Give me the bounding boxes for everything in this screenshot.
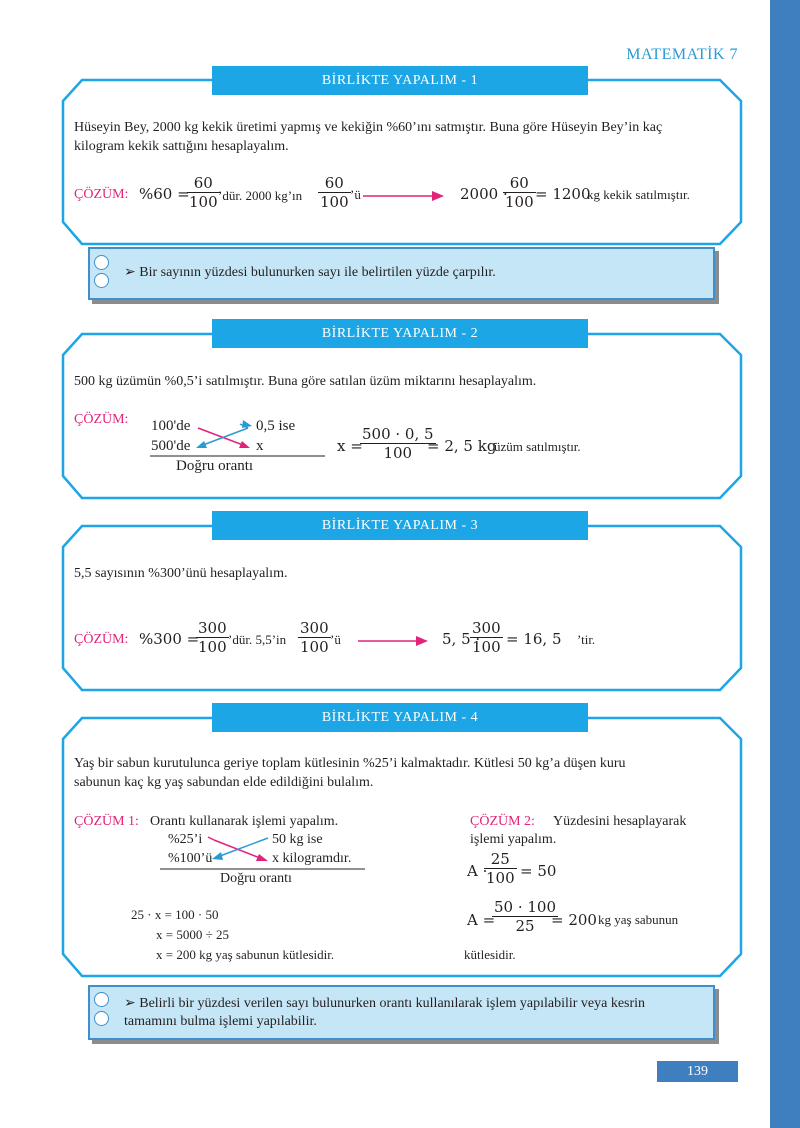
section-1-problem: Hüseyin Bey, 2000 kg kekik üretimi yapmış ve kekiğin %60’ını satmıştır. Buna göre Hüseyin Bey’in kaç bbox=[74, 120, 663, 135]
frac-numerator: 25 bbox=[484, 850, 517, 869]
section-4-sol2-label: ÇÖZÜM 2: bbox=[470, 814, 535, 829]
section-2-solution-label: ÇÖZÜM: bbox=[74, 412, 129, 427]
section-3-solution-label: ÇÖZÜM: bbox=[74, 632, 129, 647]
note-2-text-line1: ➢ Belirli bir yüzdesi verilen sayı bulunurken orantı kullanılarak işlem yapılabilir veya kesrin bbox=[124, 996, 646, 1011]
section-1-expr1: %60 = bbox=[139, 185, 190, 203]
section-3-frac2 bbox=[298, 619, 331, 656]
header-title: MATEMATİK 7 bbox=[626, 46, 738, 63]
proportion-cell: x bbox=[256, 438, 264, 454]
section-1-suffix1: ’dür. 2000 kg’ın bbox=[218, 188, 303, 203]
proportion-cell: 50 kg ise bbox=[272, 832, 323, 847]
proportion-cell: 0,5 ise bbox=[256, 418, 296, 434]
note-bullet-circle bbox=[94, 992, 109, 1007]
section-2-banner: BİRLİKTE YAPALIM - 2 bbox=[212, 319, 588, 348]
section-4-problem: Yaş bir sabun kurutulunca geriye toplam kütlesinin %25’i kalmaktadır. Kütlesi 50 kg’a düşen kuru bbox=[74, 756, 626, 771]
proportion-cell: %100’ü bbox=[168, 851, 213, 866]
section-3-banner: BİRLİKTE YAPALIM - 3 bbox=[212, 511, 588, 540]
section-2-tail: üzüm satılmıştır. bbox=[494, 439, 581, 454]
section-4-a-rhs: = 50 bbox=[520, 862, 557, 880]
note-1-box bbox=[88, 247, 715, 300]
frac-denominator: 25 bbox=[515, 917, 535, 935]
section-3-result: = 16, 5 bbox=[506, 630, 562, 648]
proportion-label: Doğru orantı bbox=[220, 871, 292, 886]
proportion-label: Doğru orantı bbox=[176, 458, 254, 474]
proportion-cell: 500'de bbox=[151, 438, 191, 454]
section-4-a2-tail: kg yaş sabunun bbox=[598, 912, 679, 927]
section-3-frac3 bbox=[470, 619, 503, 656]
note-bullet-circle bbox=[94, 255, 109, 270]
frac-numerator: 60 bbox=[318, 174, 351, 193]
section-3-tail: ’tir. bbox=[577, 632, 596, 647]
frac-numerator: 60 bbox=[187, 174, 220, 193]
section-1-problem-line2: kilogram kekik sattığını hesaplayalım. bbox=[74, 139, 289, 154]
note-1-text: ➢ Bir sayının yüzdesi bulunurken sayı ile belirtilen yüzde çarpılır. bbox=[124, 265, 496, 280]
section-3-problem: 5,5 sayısının %300’ünü hesaplayalım. bbox=[74, 566, 288, 581]
section-4-a2-rhs: = 200 bbox=[551, 911, 597, 929]
frac-denominator: 100 bbox=[505, 193, 534, 211]
section-4-sol2-text2: işlemi yapalım. bbox=[470, 832, 557, 847]
section-4-a2-tail2: kütlesidir. bbox=[464, 947, 516, 962]
section-2-problem: 500 kg üzümün %0,5’i satılmıştır. Buna göre satılan üzüm miktarını hesaplayalım. bbox=[74, 374, 537, 389]
frac-numerator: 500 · 0, 5 bbox=[362, 425, 434, 443]
section-4-a2-frac bbox=[492, 898, 558, 935]
frac-denominator: 100 bbox=[486, 869, 515, 887]
section-4-sol1-text: Orantı kullanarak işlemi yapalım. bbox=[150, 814, 339, 829]
frac-numerator: 300 bbox=[198, 619, 227, 637]
frac-denominator: 100 bbox=[383, 444, 413, 462]
proportion-cell: x kilogramdır. bbox=[272, 851, 352, 866]
section-1-frac1 bbox=[187, 174, 220, 211]
section-1-tail: kg kekik satılmıştır. bbox=[587, 187, 690, 202]
section-4-sol2-text: Yüzdesini hesaplayarak bbox=[553, 814, 687, 829]
section-4-banner: BİRLİKTE YAPALIM - 4 bbox=[212, 703, 588, 732]
note-2-text-line2: tamamını bulma işlemi yapılabilir. bbox=[124, 1014, 317, 1029]
section-1-frac3 bbox=[503, 174, 536, 211]
proportion-cell: %25’i bbox=[168, 832, 203, 847]
section-4-sol1-label: ÇÖZÜM 1: bbox=[74, 814, 139, 829]
section-2-x-eq: x = bbox=[337, 437, 363, 455]
section-1-result: = 1200 bbox=[535, 185, 591, 203]
frac-numerator: 300 bbox=[300, 619, 329, 637]
frac-numerator: 300 bbox=[472, 619, 501, 637]
section-1-banner: BİRLİKTE YAPALIM - 1 bbox=[212, 66, 588, 95]
step-line: x = 5000 ÷ 25 bbox=[156, 927, 229, 942]
frac-denominator: 100 bbox=[320, 193, 349, 211]
frac-numerator: 50 · 100 bbox=[494, 898, 557, 916]
section-3-expr1: %300 = bbox=[139, 630, 200, 648]
step-line: x = 200 kg yaş sabunun kütlesidir. bbox=[156, 947, 335, 962]
section-1-lhs3: 2000 · bbox=[460, 185, 508, 203]
section-4-problem-line2: sabunun kaç kg yaş sabundan elde edildiğini bulalım. bbox=[74, 775, 374, 790]
frac-denominator: 100 bbox=[300, 638, 329, 656]
section-4-a-lhs: A · bbox=[467, 862, 488, 880]
section-2-result: = 2, 5 kg bbox=[427, 437, 497, 455]
frac-denominator: 100 bbox=[198, 638, 227, 656]
section-3-suffix2: ’ü bbox=[330, 632, 341, 647]
section-3-frac1 bbox=[196, 619, 229, 656]
frac-denominator: 100 bbox=[189, 193, 218, 211]
note-2-box bbox=[88, 985, 715, 1040]
section-2-frac bbox=[360, 425, 436, 462]
section-1-solution-label: ÇÖZÜM: bbox=[74, 187, 129, 202]
section-4-a-frac bbox=[484, 850, 517, 887]
step-line: 25 · x = 100 · 50 bbox=[131, 907, 219, 922]
section-3-lhs3: 5, 5 · bbox=[442, 630, 481, 648]
section-1-frac2 bbox=[318, 174, 351, 211]
proportion-cell: 100'de bbox=[151, 418, 191, 434]
frac-denominator: 100 bbox=[472, 638, 501, 656]
frac-numerator: 60 bbox=[503, 174, 536, 193]
section-4-a2-lhs: A = bbox=[467, 911, 496, 929]
note-bullet-circle bbox=[94, 273, 109, 288]
note-bullet-circle bbox=[94, 1011, 109, 1026]
section-1-suffix2: ’ü bbox=[350, 187, 361, 202]
page-number: 139 bbox=[657, 1061, 738, 1082]
section-3-suffix1: ’dür. 5,5’in bbox=[228, 632, 287, 647]
